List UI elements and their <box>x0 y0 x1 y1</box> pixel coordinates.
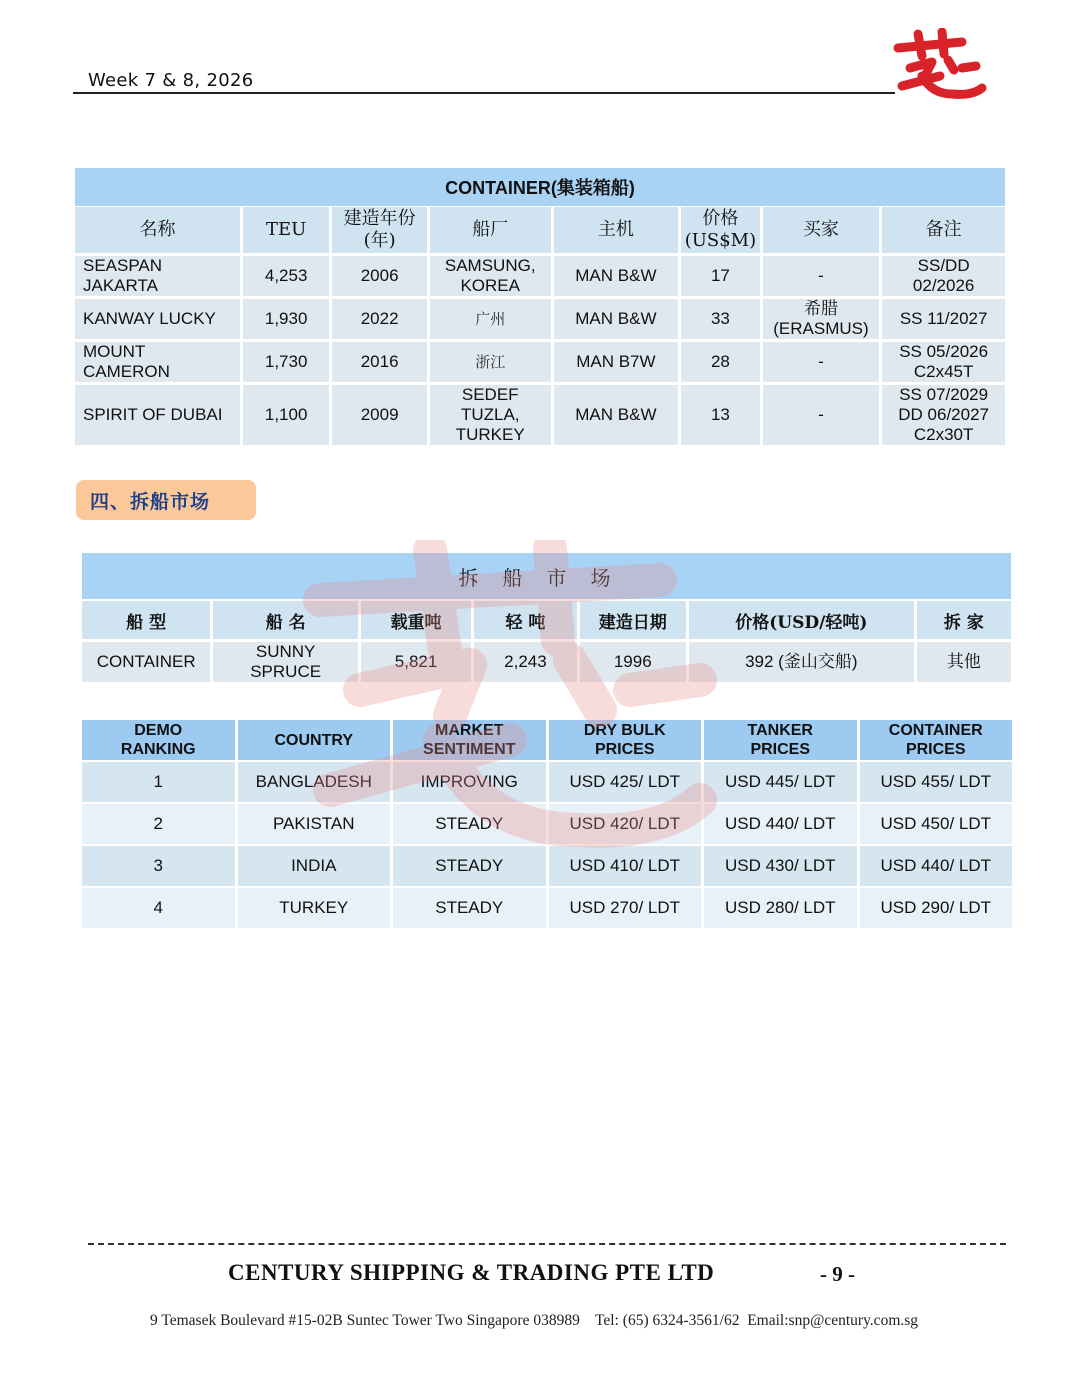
page-number: - 9 - <box>820 1262 855 1286</box>
container-price-cell: USD 450/ LDT <box>860 804 1013 844</box>
ranking-section <box>79 718 1015 930</box>
breaker-cell: 其他 <box>917 642 1011 682</box>
col-header-ldt: 轻 吨 <box>474 601 576 639</box>
engine-cell: MAN B&W <box>554 256 679 296</box>
engine-cell: MAN B&W <box>554 385 679 445</box>
col-header-build-date: 建造日期 <box>580 601 686 639</box>
tanker-cell: USD 445/ LDT <box>704 762 857 802</box>
price-cell: 13 <box>681 385 759 445</box>
col-header-build-year: 建造年份 (年) <box>332 207 427 253</box>
ranking-cell: 4 <box>82 888 235 928</box>
build-year-cell: 2022 <box>332 299 427 339</box>
col-header-shipyard: 船厂 <box>430 207 551 253</box>
col-header-buyer: 买家 <box>763 207 880 253</box>
teu-cell: 1,930 <box>243 299 329 339</box>
dry-bulk-cell: USD 410/ LDT <box>549 846 702 886</box>
table-row <box>75 299 1005 339</box>
teu-cell: 1,100 <box>243 385 329 445</box>
col-header-name: 名称 <box>75 207 240 253</box>
teu-cell: 4,253 <box>243 256 329 296</box>
shipyard-cell: 浙江 <box>430 342 551 382</box>
col-header-container: CONTAINER PRICES <box>860 720 1013 760</box>
table-row <box>75 256 1005 296</box>
company-logo <box>892 28 988 104</box>
ranking-cell: 1 <box>82 762 235 802</box>
container-price-cell: USD 440/ LDT <box>860 846 1013 886</box>
price-ldt-cell: 392 (釜山交船) <box>689 642 914 682</box>
ranking-cell: 2 <box>82 804 235 844</box>
dry-bulk-cell: USD 425/ LDT <box>549 762 702 802</box>
remarks-cell: SS 05/2026 C2x45T <box>882 342 1005 382</box>
col-header-breaker: 拆 家 <box>917 601 1011 639</box>
table-row <box>82 762 1012 802</box>
vessel-name: MOUNT CAMERON <box>75 342 240 382</box>
table-row <box>75 385 1005 445</box>
engine-cell: MAN B&W <box>554 299 679 339</box>
col-header-remarks: 备注 <box>882 207 1005 253</box>
remarks-cell: SS/DD 02/2026 <box>882 256 1005 296</box>
col-header-price-ldt: 价格(USD/轻吨) <box>689 601 914 639</box>
demolition-table-title: 拆船市场 <box>82 553 1011 599</box>
dry-bulk-cell: USD 270/ LDT <box>549 888 702 928</box>
container-price-cell: USD 290/ LDT <box>860 888 1013 928</box>
buyer-cell: - <box>763 256 880 296</box>
ship-type-cell: CONTAINER <box>82 642 210 682</box>
demolition-section <box>82 553 1011 685</box>
shipyard-cell: SAMSUNG, KOREA <box>430 256 551 296</box>
teu-cell: 1,730 <box>243 342 329 382</box>
col-header-dwt: 载重吨 <box>361 601 471 639</box>
price-cell: 17 <box>681 256 759 296</box>
shipyard-cell: 广州 <box>430 299 551 339</box>
footer-company-name: CENTURY SHIPPING & TRADING PTE LTD <box>228 1260 715 1285</box>
engine-cell: MAN B7W <box>554 342 679 382</box>
remarks-cell: SS 07/2029 DD 06/2027 C2x30T <box>882 385 1005 445</box>
buyer-cell: - <box>763 385 880 445</box>
col-header-ranking: DEMO RANKING <box>82 720 235 760</box>
dry-bulk-cell: USD 420/ LDT <box>549 804 702 844</box>
tanker-cell: USD 430/ LDT <box>704 846 857 886</box>
country-cell: INDIA <box>238 846 391 886</box>
footer-address: 9 Temasek Boulevard #15-02B Suntec Tower Two Singapore 038989 Tel: (65) 6324-3561/62 Email:snp@century.com.sg <box>150 1312 919 1329</box>
header-rule <box>73 92 895 94</box>
country-cell: TURKEY <box>238 888 391 928</box>
container-price-cell: USD 455/ LDT <box>860 762 1013 802</box>
vessel-name: SEASPAN JAKARTA <box>75 256 240 296</box>
container-table <box>72 204 1008 448</box>
sentiment-cell: STEADY <box>393 846 546 886</box>
price-cell: 28 <box>681 342 759 382</box>
sentiment-cell: STEADY <box>393 888 546 928</box>
col-header-ship-type: 船 型 <box>82 601 210 639</box>
tanker-cell: USD 440/ LDT <box>704 804 857 844</box>
build-year-cell: 2009 <box>332 385 427 445</box>
table-row <box>75 342 1005 382</box>
container-section <box>75 168 1005 448</box>
ship-name-cell: SUNNY SPRUCE <box>213 642 357 682</box>
col-header-teu: TEU <box>243 207 329 253</box>
build-year-cell: 2016 <box>332 342 427 382</box>
col-header-country: COUNTRY <box>238 720 391 760</box>
vessel-name: SPIRIT OF DUBAI <box>75 385 240 445</box>
buyer-cell: 希腊 (ERASMUS) <box>763 299 880 339</box>
table-row <box>82 846 1012 886</box>
tanker-cell: USD 280/ LDT <box>704 888 857 928</box>
sentiment-cell: STEADY <box>393 804 546 844</box>
country-cell: BANGLADESH <box>238 762 391 802</box>
build-year-cell: 2006 <box>332 256 427 296</box>
remarks-cell: SS 11/2027 <box>882 299 1005 339</box>
col-header-engine: 主机 <box>554 207 679 253</box>
shipyard-cell: SEDEF TUZLA, TURKEY <box>430 385 551 445</box>
col-header-ship-name: 船 名 <box>213 601 357 639</box>
col-header-dry-bulk: DRY BULK PRICES <box>549 720 702 760</box>
table-row <box>82 642 1011 682</box>
build-date-cell: 1996 <box>580 642 686 682</box>
table-row <box>82 804 1012 844</box>
sentiment-cell: IMPROVING <box>393 762 546 802</box>
footer-divider <box>88 1243 1006 1245</box>
demolition-table <box>79 598 1014 685</box>
ldt-cell: 2,243 <box>474 642 576 682</box>
section-heading-demolition: 四、拆船市场 <box>76 480 256 520</box>
week-label: Week 7 & 8, 2026 <box>88 70 254 91</box>
col-header-sentiment: MARKET SENTIMENT <box>393 720 546 760</box>
table-row <box>82 888 1012 928</box>
country-cell: PAKISTAN <box>238 804 391 844</box>
demo-ranking-table <box>79 718 1015 930</box>
col-header-price: 价格 (US$M) <box>681 207 759 253</box>
dwt-cell: 5,821 <box>361 642 471 682</box>
vessel-name: KANWAY LUCKY <box>75 299 240 339</box>
container-table-title: CONTAINER(集装箱船) <box>75 168 1005 206</box>
price-cell: 33 <box>681 299 759 339</box>
buyer-cell: - <box>763 342 880 382</box>
ranking-cell: 3 <box>82 846 235 886</box>
col-header-tanker: TANKER PRICES <box>704 720 857 760</box>
